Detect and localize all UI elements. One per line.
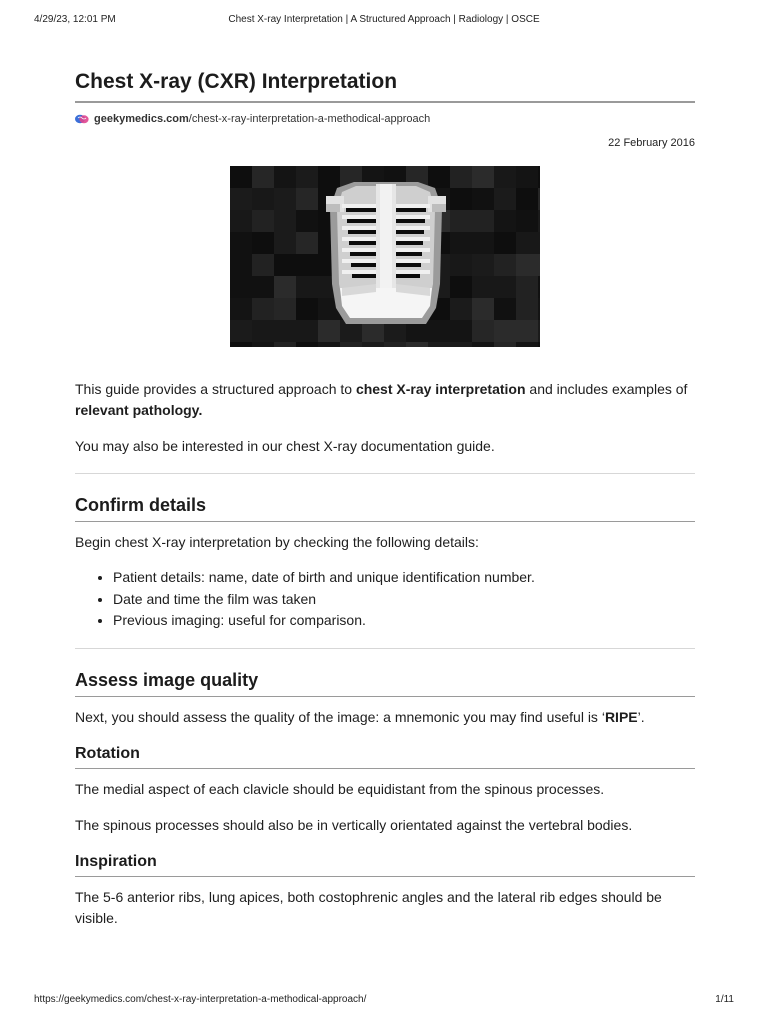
print-footer: [34, 994, 734, 1008]
source-domain-link[interactable]: geekymedics.com: [94, 113, 189, 125]
image-quality-lead: [75, 707, 695, 728]
confirm-details-lead: Begin chest X-ray interpretation by checking the following details:: [75, 534, 479, 550]
publish-date: 22 February 2016: [608, 137, 695, 149]
intro-bold-2: relevant pathology: [75, 402, 199, 418]
chest-xray-illustration: [230, 166, 540, 347]
confirm-details-list: [75, 567, 695, 632]
list-item: • Date and time the film was taken: [113, 589, 695, 611]
section-divider: [75, 473, 695, 474]
print-page-title: Chest X-ray Interpretation | A Structured Approach | Radiology | OSCE: [228, 14, 540, 25]
rotation-paragraph-2: The spinous processes should also be in vertically orientated against the vertebral bodies.: [75, 816, 633, 833]
list-item: • Previous imaging: useful for comparison.: [113, 610, 695, 632]
ripe-text-1: Next, you should assess the quality of the image: a mnemonic you may find useful is ‘: [75, 708, 605, 725]
image-quality-heading: Assess image quality: [75, 670, 695, 697]
inspiration-heading: Inspiration: [75, 853, 695, 877]
ripe-text-2: ’.: [637, 708, 645, 725]
intro-paragraph: [75, 379, 695, 421]
print-datetime: 4/29/23, 12:01 PM: [34, 14, 116, 25]
section-divider: [75, 648, 695, 649]
source-path-link[interactable]: /chest-x-ray-interpretation-a-methodical-approach: [188, 113, 431, 125]
page-number: 1/11: [715, 994, 734, 1005]
rotation-paragraph-1: The medial aspect of each clavicle should be equidistant from the spinous processes.: [75, 780, 605, 797]
intro-text-1: This guide provides a structured approach to: [75, 381, 356, 397]
also-interested-paragraph: You may also be interested in our chest X-ray documentation guide.: [75, 438, 495, 454]
intro-bold-1: chest X-ray interpretation: [355, 381, 526, 397]
ripe-bold: RIPE: [604, 708, 638, 725]
print-header: [34, 14, 734, 28]
intro-text-3: .: [198, 402, 203, 418]
article-title: Chest X-ray (CXR) Interpretation: [75, 70, 695, 103]
confirm-details-heading: Confirm details: [75, 495, 695, 522]
inspiration-paragraph-1: The 5-6 anterior ribs, lung apices, both costophrenic angles and the lateral rib edges should be visible.: [75, 888, 662, 926]
print-url: https://geekymedics.com/chest-x-ray-interpretation-a-methodical-approach/: [34, 994, 367, 1005]
list-item: • Patient details: name, date of birth and unique identification number.: [113, 567, 695, 589]
ribcage-graphic: [326, 182, 446, 324]
article: [75, 70, 695, 929]
brain-logo-icon: [75, 114, 89, 124]
source-line: [75, 111, 695, 127]
intro-text-2: and includes examples of: [525, 381, 688, 397]
rotation-heading: Rotation: [75, 745, 695, 769]
